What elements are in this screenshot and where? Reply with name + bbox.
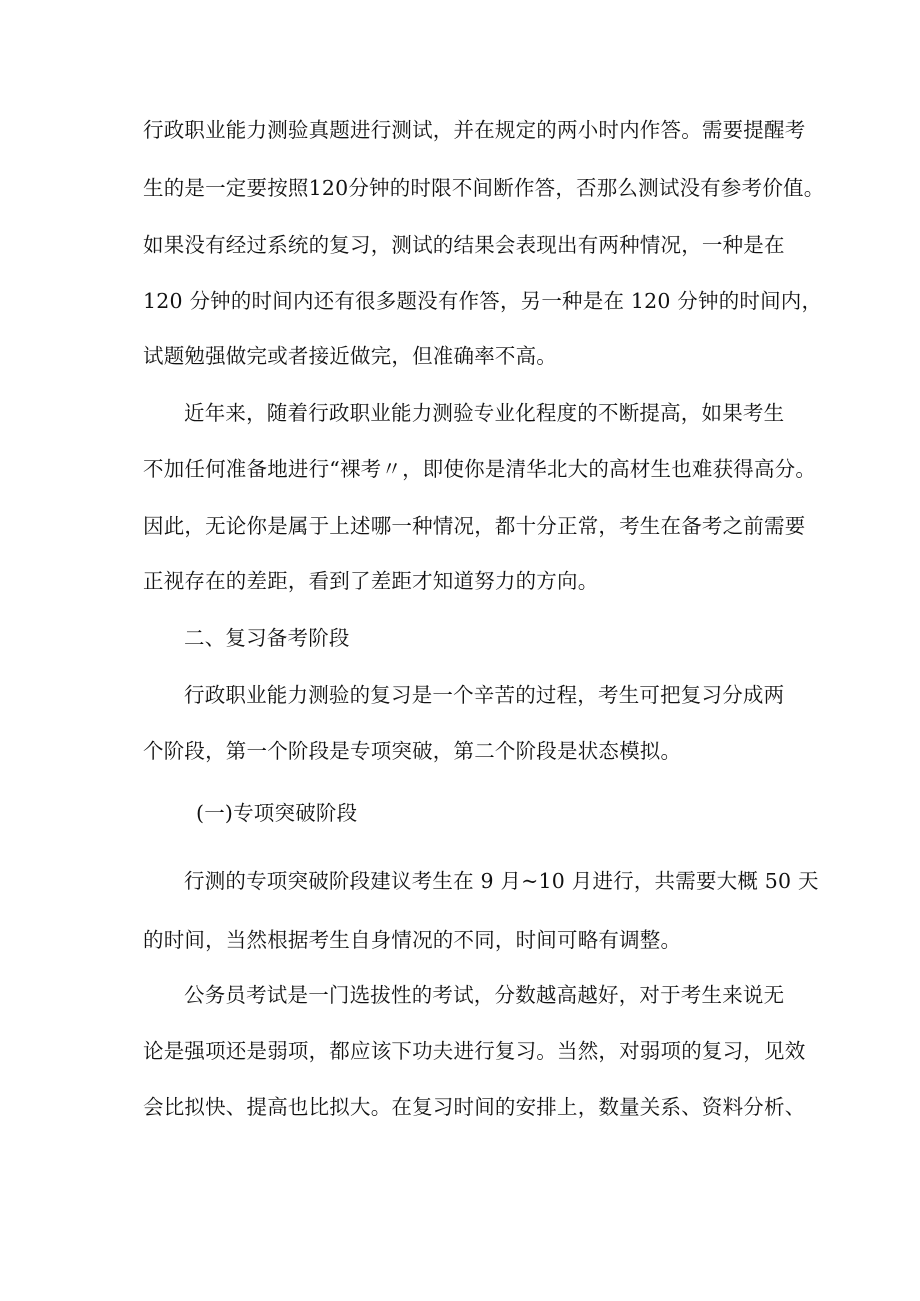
paragraph-line: 的时间，当然根据考生自身情况的不同，时间可略有调整。 [143, 928, 682, 952]
paragraph-line: 如果没有经过系统的复习，测试的结果会表现出有两种情况，一种是在 [143, 233, 785, 257]
paragraph-line: 因此，无论你是属于上述哪一种情况，都十分正常，考生在备考之前需要 [143, 514, 806, 538]
paragraph-line: 会比拟快、提高也比拟大。在复习时间的安排上，数量关系、资料分析、 [143, 1095, 806, 1119]
paragraph-line: 近年来，随着行政职业能力测验专业化程度的不断提高，如果考生 [184, 401, 785, 425]
paragraph-line: 论是强项还是弱项，都应该下功夫进行复习。当然，对弱项的复习，见效 [143, 1039, 806, 1063]
section-heading: 二、复习备考阶段 [184, 626, 350, 650]
paragraph-line: 行政职业能力测验的复习是一个辛苦的过程，考生可把复习分成两 [184, 683, 785, 707]
paragraph-line: 行政职业能力测验真题进行测试，并在规定的两小时内作答。需要提醒考 [143, 118, 806, 142]
paragraph-line: 行测的专项突破阶段建议考生在 9 月~10 月进行，共需要大概 50 天 [184, 869, 819, 893]
paragraph-line: 正视存在的差距，看到了差距才知道努力的方向。 [143, 569, 599, 593]
paragraph-line: 生的是一定要按照120分钟的时限不间断作答，否那么测试没有参考价值。 [143, 176, 825, 200]
subsection-heading: (一)专项突破阶段 [196, 801, 358, 825]
paragraph-line: 不加任何准备地进行“裸考〃，即使你是清华北大的高材生也难获得高分。 [143, 457, 817, 481]
paragraph-line: 试题勉强做完或者接近做完，但准确率不高。 [143, 344, 557, 368]
paragraph-line: 个阶段，第一个阶段是专项突破，第二个阶段是状态模拟。 [143, 739, 682, 763]
paragraph-line: 公务员考试是一门选拔性的考试，分数越高越好，对于考生来说无 [184, 983, 785, 1007]
paragraph-line: 120 分钟的时间内还有很多题没有作答，另一种是在 120 分钟的时间内， [143, 289, 823, 313]
